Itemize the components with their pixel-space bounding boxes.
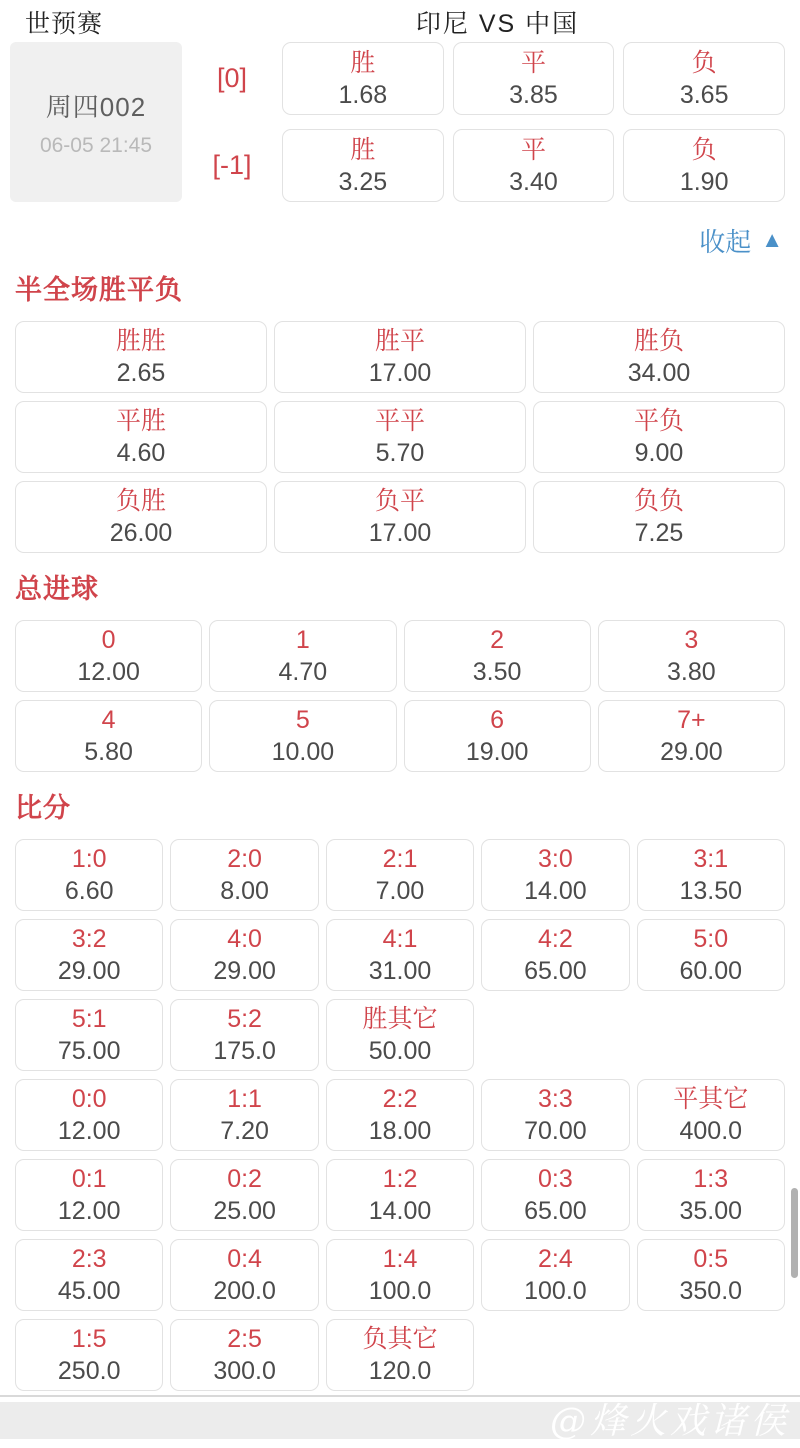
- handicap-row-1: [182, 129, 785, 202]
- odds-value: 3.85: [509, 80, 558, 109]
- odds-label: 3:3: [538, 1085, 573, 1113]
- odds-label: 平其它: [673, 1085, 749, 1113]
- odds-cell[interactable]: [15, 919, 163, 991]
- odds-cell[interactable]: [209, 620, 396, 692]
- odds-value: 75.00: [57, 1037, 121, 1065]
- odds-label: 0:1: [71, 1165, 107, 1193]
- odds-cell[interactable]: [481, 1159, 629, 1231]
- odds-value: 10.00: [271, 738, 335, 766]
- handicap-cells: [282, 129, 785, 202]
- odds-label: 胜平: [374, 327, 425, 355]
- odds-row: [15, 839, 785, 911]
- odds-cell[interactable]: [15, 481, 267, 553]
- odds-label: 4:2: [538, 925, 573, 953]
- match-number: 周四002: [45, 91, 147, 122]
- odds-cell[interactable]: [274, 481, 526, 553]
- odds-label: 0: [101, 626, 116, 654]
- odds-cell[interactable]: [170, 1079, 318, 1151]
- odds-value: 7.20: [220, 1117, 269, 1145]
- handicap-value-label: [-1]: [212, 150, 252, 180]
- odds-cell[interactable]: [326, 1239, 474, 1311]
- odds-label: 2:2: [382, 1085, 418, 1113]
- odds-label: 2:1: [382, 845, 418, 873]
- odds-value: 45.00: [57, 1277, 121, 1305]
- odds-value: 65.00: [524, 957, 587, 985]
- odds-label: 4: [101, 706, 116, 734]
- odds-label: 2:0: [227, 845, 262, 873]
- odds-value: 7.00: [375, 877, 425, 905]
- odds-label: 胜负: [633, 327, 684, 355]
- odds-label: 平: [520, 135, 546, 164]
- match-title: 印尼 VS 中国: [415, 10, 580, 38]
- odds-value: 29.00: [660, 738, 723, 766]
- odds-cell[interactable]: [170, 1159, 318, 1231]
- odds-label: 3:1: [693, 845, 729, 873]
- odds-cell[interactable]: [274, 401, 526, 473]
- odds-cell[interactable]: [637, 919, 785, 991]
- odds-row: [15, 919, 785, 991]
- odds-label: 2:5: [227, 1325, 262, 1353]
- odds-value: 8.00: [220, 877, 269, 905]
- odds-label: 2:4: [538, 1245, 573, 1273]
- odds-label: 负平: [374, 487, 425, 515]
- odds-label: 0:2: [227, 1165, 262, 1193]
- odds-label: 胜: [350, 135, 376, 164]
- odds-row: [15, 481, 785, 553]
- handicap-cells: [282, 42, 785, 115]
- odds-value: 1.68: [338, 80, 388, 109]
- odds-label: 负: [691, 135, 717, 164]
- section-half-full-grid: [15, 321, 785, 553]
- odds-label: 3: [684, 626, 699, 654]
- section-title-score: 比分: [15, 793, 71, 823]
- odds-cell[interactable]: [15, 401, 267, 473]
- odds-cell[interactable]: [15, 839, 163, 911]
- odds-cell[interactable]: [481, 1079, 629, 1151]
- odds-cell[interactable]: [170, 1239, 318, 1311]
- odds-value: 29.00: [213, 957, 276, 985]
- odds-label: 负其它: [362, 1325, 438, 1353]
- odds-value: 400.0: [679, 1117, 743, 1145]
- odds-label: 5:0: [693, 925, 729, 953]
- odds-label: 0:4: [227, 1245, 262, 1273]
- odds-value: 5.80: [84, 738, 133, 766]
- odds-cell[interactable]: [209, 700, 396, 772]
- odds-label: 0:3: [538, 1165, 573, 1193]
- odds-value: 25.00: [213, 1197, 276, 1225]
- odds-cell[interactable]: [533, 481, 785, 553]
- odds-value: 12.00: [57, 1197, 121, 1225]
- odds-label: 1:3: [693, 1165, 729, 1193]
- odds-value: 13.50: [679, 877, 743, 905]
- match-info-box: [10, 42, 182, 202]
- odds-value: 70.00: [524, 1117, 587, 1145]
- odds-cell-win[interactable]: [282, 129, 444, 202]
- handicap-block: [182, 42, 785, 202]
- section-title-half-full: 半全场胜平负: [15, 275, 183, 305]
- odds-label: 平平: [374, 407, 425, 435]
- odds-value: 50.00: [368, 1037, 432, 1065]
- odds-value: 35.00: [679, 1197, 743, 1225]
- odds-label: 4:1: [382, 925, 418, 953]
- odds-value: 31.00: [368, 957, 432, 985]
- odds-value: 17.00: [368, 359, 432, 387]
- odds-cell[interactable]: [15, 1079, 163, 1151]
- odds-cell[interactable]: [598, 700, 785, 772]
- odds-value: 3.40: [509, 167, 558, 196]
- odds-cell-win[interactable]: [282, 42, 444, 115]
- odds-value: 5.70: [375, 439, 425, 467]
- odds-cell[interactable]: [326, 919, 474, 991]
- collapse-button[interactable]: 收起: [699, 226, 752, 257]
- odds-cell[interactable]: [598, 620, 785, 692]
- odds-value: 14.00: [524, 877, 587, 905]
- odds-value: 18.00: [368, 1117, 432, 1145]
- odds-cell[interactable]: [326, 839, 474, 911]
- odds-cell[interactable]: [15, 1319, 163, 1391]
- odds-cell-draw[interactable]: [453, 42, 615, 115]
- odds-label: 0:5: [693, 1245, 729, 1273]
- odds-value: 29.00: [57, 957, 121, 985]
- odds-cell[interactable]: [15, 999, 163, 1071]
- odds-label: 2:3: [71, 1245, 107, 1273]
- odds-value: 14.00: [368, 1197, 432, 1225]
- collapse-arrow-icon[interactable]: ▲: [761, 227, 783, 252]
- odds-value: 3.50: [472, 658, 522, 686]
- odds-label: 负胜: [115, 487, 166, 515]
- odds-cell[interactable]: [326, 999, 474, 1071]
- odds-cell-lose[interactable]: [623, 42, 785, 115]
- odds-value: 200.0: [213, 1277, 276, 1305]
- odds-label: 1:5: [71, 1325, 107, 1353]
- league-name: 世预赛: [25, 10, 104, 38]
- odds-row: [15, 321, 785, 393]
- odds-cell[interactable]: [481, 1239, 629, 1311]
- odds-cell[interactable]: [15, 1239, 163, 1311]
- odds-label: 2: [490, 626, 505, 654]
- odds-cell[interactable]: [170, 999, 318, 1071]
- odds-value: 300.0: [213, 1357, 276, 1385]
- odds-label: 3:2: [71, 925, 107, 953]
- odds-value: 175.0: [213, 1037, 276, 1065]
- section-total-goals-grid: [15, 620, 785, 772]
- odds-cell[interactable]: [404, 700, 591, 772]
- odds-value: 250.0: [57, 1357, 121, 1385]
- section-title-total-goals: 总进球: [15, 574, 99, 604]
- odds-label: 1:4: [382, 1245, 418, 1273]
- odds-row: [15, 1319, 785, 1391]
- odds-cell[interactable]: [637, 1079, 785, 1151]
- match-datetime: 06-05 21:45: [39, 133, 153, 157]
- odds-value: 2.65: [116, 359, 166, 387]
- handicap-value-label: [0]: [216, 63, 248, 93]
- odds-row: [15, 700, 785, 772]
- odds-value: 350.0: [679, 1277, 743, 1305]
- odds-cell-lose[interactable]: [623, 129, 785, 202]
- odds-cell[interactable]: [533, 401, 785, 473]
- odds-value: 7.25: [634, 519, 684, 547]
- odds-cell[interactable]: [15, 620, 202, 692]
- odds-row: [15, 1079, 785, 1151]
- odds-value: 4.70: [278, 658, 328, 686]
- odds-row: [15, 1159, 785, 1231]
- odds-cell[interactable]: [637, 839, 785, 911]
- odds-cell-draw[interactable]: [453, 129, 615, 202]
- odds-value: 34.00: [627, 359, 691, 387]
- odds-cell[interactable]: [404, 620, 591, 692]
- odds-label: 平: [520, 48, 546, 77]
- odds-row: [15, 401, 785, 473]
- collapse-row: [15, 222, 785, 258]
- odds-value: 120.0: [368, 1357, 432, 1385]
- odds-label: 5:2: [227, 1005, 262, 1033]
- odds-label: 5: [295, 706, 310, 734]
- odds-cell[interactable]: [326, 1159, 474, 1231]
- odds-value: 9.00: [634, 439, 684, 467]
- odds-label: 1:1: [227, 1085, 262, 1113]
- odds-label: 7+: [677, 706, 706, 734]
- odds-label: 负: [691, 48, 717, 77]
- odds-cell[interactable]: [15, 700, 202, 772]
- odds-label: 胜胜: [115, 327, 166, 355]
- odds-label: 胜: [350, 48, 376, 77]
- odds-cell[interactable]: [533, 321, 785, 393]
- odds-cell[interactable]: [274, 321, 526, 393]
- odds-value: 1.90: [679, 167, 729, 196]
- odds-value: 12.00: [57, 1117, 121, 1145]
- odds-cell[interactable]: [170, 1319, 318, 1391]
- odds-value: 12.00: [77, 658, 140, 686]
- odds-cell[interactable]: [326, 1319, 474, 1391]
- odds-row: [15, 999, 785, 1071]
- odds-label: 4:0: [227, 925, 262, 953]
- odds-label: 平胜: [115, 407, 166, 435]
- watermark: @烽火戏诸侯: [550, 1393, 790, 1448]
- odds-value: 100.0: [524, 1277, 587, 1305]
- odds-value: 60.00: [679, 957, 743, 985]
- odds-cell[interactable]: [15, 1159, 163, 1231]
- odds-label: 1:2: [382, 1165, 418, 1193]
- odds-label: 0:0: [71, 1085, 107, 1113]
- odds-row: [15, 620, 785, 692]
- handicap-row-0: [182, 42, 785, 115]
- odds-value: 19.00: [465, 738, 529, 766]
- odds-value: 65.00: [524, 1197, 587, 1225]
- odds-value: 3.25: [338, 167, 388, 196]
- odds-cell[interactable]: [481, 839, 629, 911]
- odds-label: 平负: [633, 407, 684, 435]
- odds-cell[interactable]: [637, 1159, 785, 1231]
- header: [15, 0, 785, 40]
- scrollbar-thumb[interactable]: [791, 1188, 798, 1278]
- odds-cell[interactable]: [170, 839, 318, 911]
- odds-value: 3.80: [667, 658, 716, 686]
- odds-cell[interactable]: [481, 919, 629, 991]
- odds-value: 3.65: [679, 80, 729, 109]
- odds-label: 6: [490, 706, 505, 734]
- odds-label: 1:0: [71, 845, 107, 873]
- odds-cell[interactable]: [326, 1079, 474, 1151]
- odds-value: 4.60: [116, 439, 166, 467]
- odds-row: [15, 1239, 785, 1311]
- odds-label: 3:0: [538, 845, 573, 873]
- odds-label: 1: [295, 626, 310, 654]
- section-score-grid: [15, 839, 785, 1391]
- odds-value: 17.00: [368, 519, 432, 547]
- odds-cell[interactable]: [170, 919, 318, 991]
- top-odds-area: [15, 42, 785, 202]
- odds-cell[interactable]: [637, 1239, 785, 1311]
- odds-label: 5:1: [71, 1005, 107, 1033]
- odds-value: 100.0: [368, 1277, 432, 1305]
- odds-cell[interactable]: [15, 321, 267, 393]
- odds-label: 负负: [633, 487, 684, 515]
- odds-value: 6.60: [64, 877, 114, 905]
- odds-value: 26.00: [109, 519, 173, 547]
- odds-label: 胜其它: [362, 1005, 438, 1033]
